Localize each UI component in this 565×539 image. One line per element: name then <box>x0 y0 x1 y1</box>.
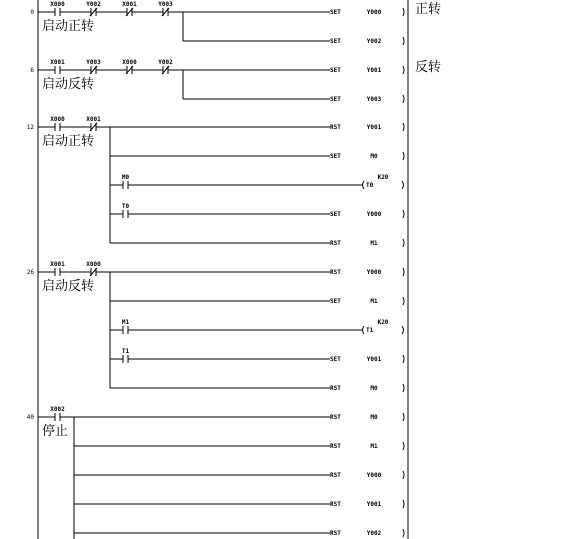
output-m1-bracket-bot <box>403 447 404 450</box>
rung-comment: 启动反转 <box>42 77 95 92</box>
output-y003-bracket-bot <box>403 100 404 103</box>
output-m0-bracket-bot <box>403 389 404 392</box>
output-m0-instr: SET <box>330 153 341 160</box>
output-y001-bracket-bot <box>403 505 404 508</box>
output-y000-instr: SET <box>330 211 341 218</box>
rung-comment: 启动正转 <box>42 134 95 149</box>
output-y001-bracket-bot <box>403 360 404 363</box>
output-m1-instr: RST <box>330 240 341 247</box>
contact-y002-label: Y002 <box>158 59 173 66</box>
contact-x001-label: X001 <box>50 59 65 66</box>
step-number: 40 <box>26 414 34 421</box>
output-y000-bracket-top <box>403 471 404 474</box>
timer-coil-right <box>402 326 404 334</box>
output-y003-instr: SET <box>330 96 341 103</box>
contact-x000-label: X000 <box>50 1 65 8</box>
output-m0-operand: M0 <box>370 153 378 160</box>
output-m1-operand: M1 <box>370 443 378 450</box>
output-y000-instr: SET <box>330 9 341 16</box>
contact-x001-label: X001 <box>50 261 65 268</box>
rung-comment: 停止 <box>42 424 69 439</box>
output-y000-bracket-bot <box>403 13 404 16</box>
output-m1-bracket-bot <box>403 244 404 247</box>
contact-y003-label: Y003 <box>158 1 173 8</box>
timer-coil-left <box>363 326 365 334</box>
timer-preset: K20 <box>377 319 389 326</box>
output-y000-bracket-bot <box>403 476 404 479</box>
right-comment: 反转 <box>415 60 442 75</box>
output-y000-bracket-top <box>403 268 404 271</box>
output-y002-bracket-bot <box>403 42 404 45</box>
output-y001-bracket-bot <box>403 128 404 131</box>
output-m0-instr: RST <box>330 385 341 392</box>
rung-comment: 启动反转 <box>42 279 95 294</box>
output-y000-operand: Y000 <box>366 472 382 479</box>
contact-x000-label: X000 <box>50 116 65 123</box>
output-y001-instr: SET <box>330 67 341 74</box>
output-y001-operand: Y001 <box>366 67 382 74</box>
output-y002-operand: Y002 <box>366 38 382 45</box>
output-y001-bracket-bot <box>403 71 404 74</box>
contact-x002-label: X002 <box>50 406 65 413</box>
timer-coil-left <box>363 181 365 189</box>
output-y000-operand: Y000 <box>366 269 382 276</box>
output-y002-instr: RST <box>330 530 341 537</box>
output-y000-operand: Y000 <box>366 211 382 218</box>
timer-coil-right <box>402 181 404 189</box>
output-y000-bracket-top <box>403 8 404 11</box>
contact-t0-label: T0 <box>121 203 130 210</box>
output-m1-instr: RST <box>330 443 341 450</box>
contact-m0-label: M0 <box>121 174 130 181</box>
output-y001-operand: Y001 <box>366 356 382 363</box>
contact-x001-label: X001 <box>86 116 101 123</box>
output-m0-bracket-top <box>403 384 404 387</box>
step-number: 12 <box>26 124 34 131</box>
output-m1-bracket-top <box>403 297 404 300</box>
step-number: 6 <box>30 67 34 74</box>
output-y001-bracket-top <box>403 355 404 358</box>
output-m1-operand: M1 <box>370 240 378 247</box>
output-y001-instr: RST <box>330 501 341 508</box>
output-y002-instr: SET <box>330 38 341 45</box>
output-m0-bracket-bot <box>403 157 404 160</box>
contact-x001-label: X001 <box>122 1 137 8</box>
output-m1-bracket-top <box>403 239 404 242</box>
step-number: 26 <box>26 269 34 276</box>
output-m1-bracket-top <box>403 442 404 445</box>
output-y003-operand: Y003 <box>366 96 382 103</box>
output-y000-bracket-bot <box>403 215 404 218</box>
right-comment: 正转 <box>415 2 442 17</box>
output-y000-bracket-bot <box>403 273 404 276</box>
output-m0-operand: M0 <box>370 414 378 421</box>
output-y001-bracket-top <box>403 123 404 126</box>
output-y001-bracket-top <box>403 500 404 503</box>
output-m0-bracket-bot <box>403 418 404 421</box>
contact-y003-label: Y003 <box>86 59 101 66</box>
output-y000-instr: RST <box>330 472 341 479</box>
output-m1-operand: M1 <box>370 298 378 305</box>
contact-m1-label: M1 <box>121 319 130 326</box>
output-y000-bracket-top <box>403 210 404 213</box>
output-y001-bracket-top <box>403 66 404 69</box>
output-m0-operand: M0 <box>370 385 378 392</box>
output-m1-bracket-bot <box>403 302 404 305</box>
output-y003-bracket-top <box>403 95 404 98</box>
contact-y002-label: Y002 <box>86 1 101 8</box>
timer-operand: T1 <box>366 327 374 334</box>
rung-comment: 启动正转 <box>42 19 95 34</box>
step-number: 0 <box>30 9 34 16</box>
output-m0-instr: RST <box>330 414 341 421</box>
contact-x000-label: X000 <box>86 261 101 268</box>
contact-x000-label: X000 <box>122 59 137 66</box>
output-m0-bracket-top <box>403 152 404 155</box>
output-y002-operand: Y002 <box>366 530 382 537</box>
output-y001-operand: Y001 <box>366 124 382 131</box>
output-y002-bracket-bot <box>403 534 404 537</box>
output-y000-operand: Y000 <box>366 9 382 16</box>
timer-preset: K20 <box>377 174 389 181</box>
output-m0-bracket-top <box>403 413 404 416</box>
contact-t1-label: T1 <box>121 348 130 355</box>
output-y001-operand: Y001 <box>366 501 382 508</box>
output-y002-bracket-top <box>403 529 404 532</box>
output-y001-instr: RST <box>330 124 341 131</box>
output-y000-instr: RST <box>330 269 341 276</box>
timer-operand: T0 <box>366 182 374 189</box>
output-m1-instr: SET <box>330 298 341 305</box>
output-y001-instr: SET <box>330 356 341 363</box>
output-y002-bracket-top <box>403 37 404 40</box>
